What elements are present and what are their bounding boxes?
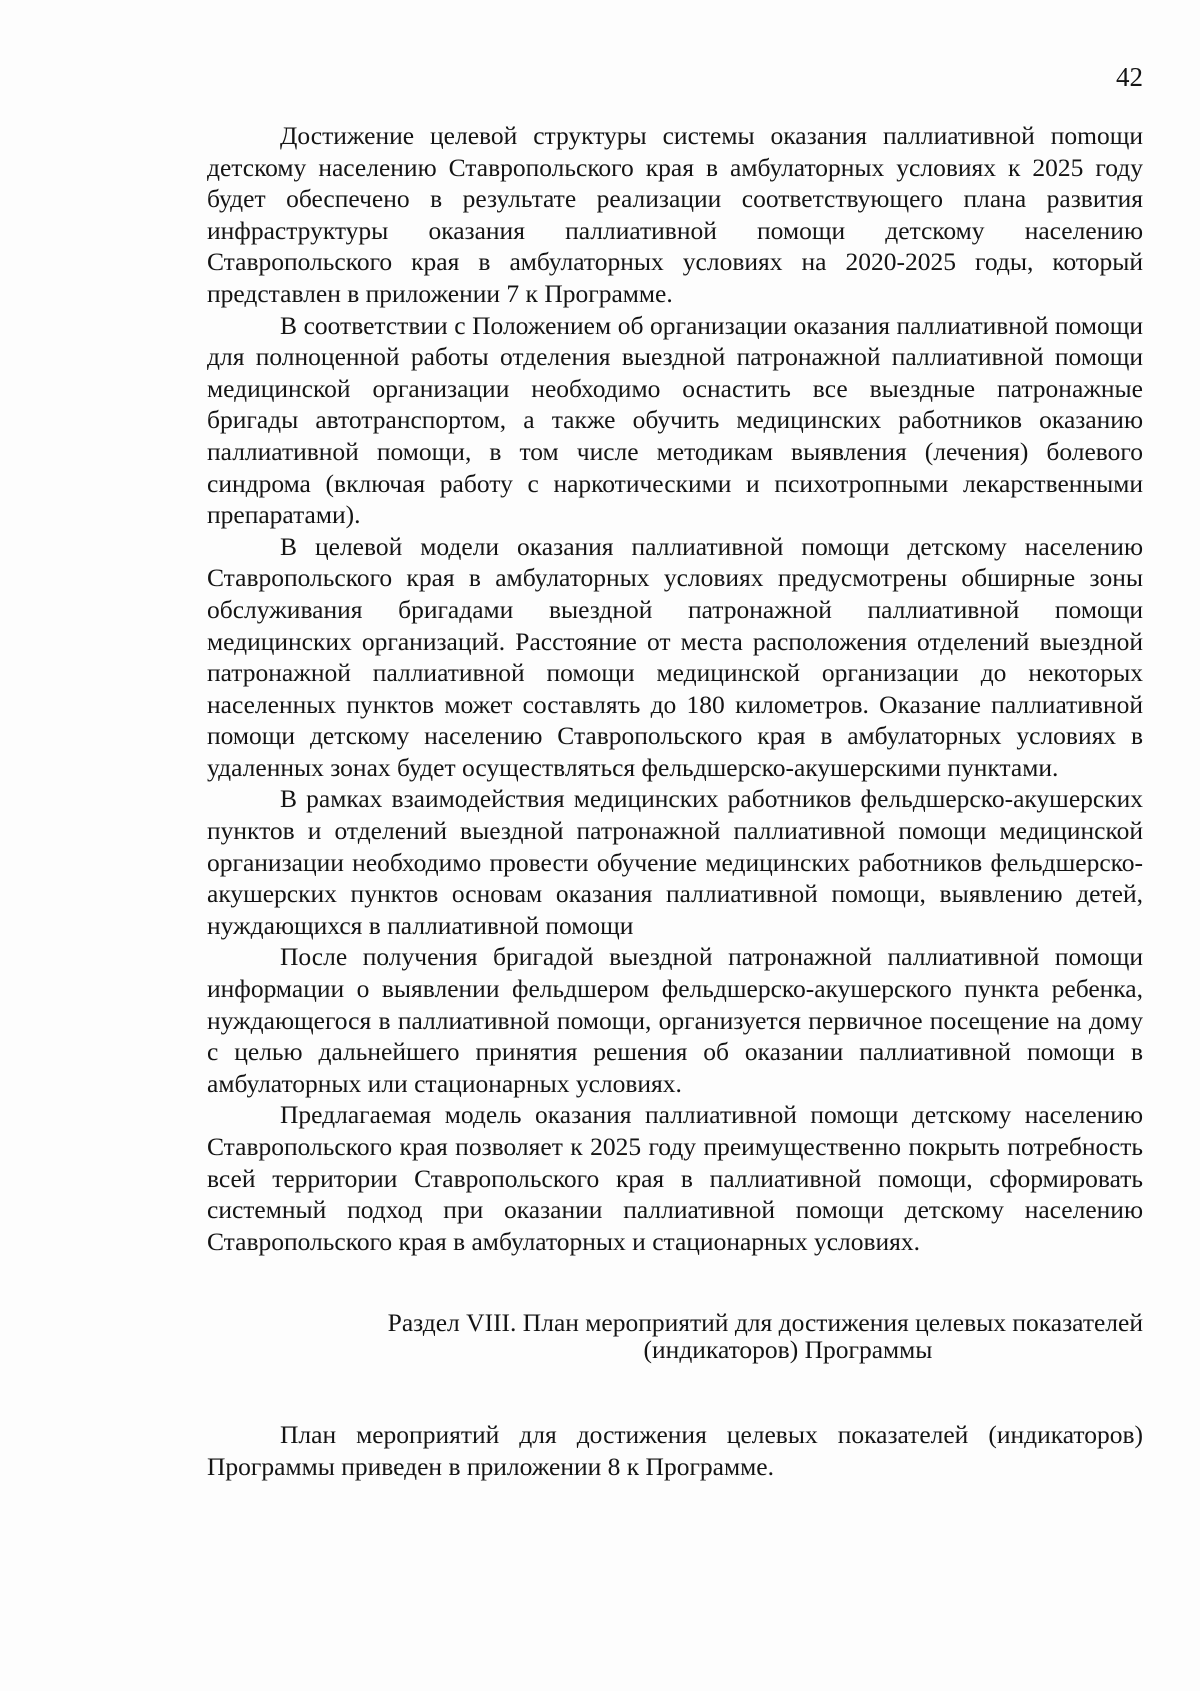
section-heading <box>207 1309 1143 1363</box>
paragraph-4: В рамках взаимодействия медицинских работников фельдшерско-акушерских пунктов и отделений выездной патронажной паллиативной помощи медицинской организации необходимо провести обучение медицинских работников фельдшерско-акушерских пунктов основам оказания паллиативной помощи, выявлению детей, нуждающихся в паллиативной помощи <box>207 784 1143 940</box>
page-number: 42 <box>1116 62 1143 92</box>
paragraph-3: В целевой модели оказания паллиативной помощи детскому населению Ставропольского края в амбулаторных условиях предусмотрены обширные зоны обслуживания бригадами выездной патронажной паллиативной помощи медицинских организаций. Расстояние от места расположения отделений выездной патронажной паллиативной помощи медицинской организации до некоторых населенных пунктов может составлять до 180 километров. Оказание паллиативной помощи детскому населению Ставропольского края в амбулаторных условиях в удаленных зонах будет осуществляться фельдшерско-акушерскими пунктами. <box>207 531 1143 782</box>
paragraph-5: После получения бригадой выездной патронажной паллиативной помощи информации о выявлении фельдшером фельдшерско-акушерского пункта ребенка, нуждающегося в паллиативной помощи, организуется первичное посещение на дому с целью дальнейшего принятия решения об оказании паллиативной помощи в амбулаторных или стационарных условиях. <box>207 942 1143 1098</box>
section-heading-line-2: (индикаторов) Программы <box>643 1335 933 1365</box>
section-body-paragraph: План мероприятий для достижения целевых показателей (индикаторов) Программы приведен в приложении 8 к Программе. <box>207 1420 1143 1481</box>
paragraph-6: Предлагаемая модель оказания паллиативной помощи детскому населению Ставропольского края позволяет к 2025 году преимущественно покрыть потребность всей территории Ставропольского края в паллиативной помощи, сформировать системный подход при оказании паллиативной помощи детскому населению Ставропольского края в амбулаторных и стационарных условиях. <box>207 1100 1143 1256</box>
paragraph-2: В соответствии с Положением об организации оказания паллиативной помощи для полноценной работы отделения выездной патронажной паллиативной помощи медицинской организации необходимо оснастить все выездные патронажные бригады автотранспортом, а также обучить медицинских работников оказанию паллиативной помощи, в том числе методикам выявления (лечения) болевого синдрома (включая работу с наркотическими и психотропными лекарственными препаратами). <box>207 310 1143 530</box>
paragraph-1: Достижение целевой структуры системы оказания паллиативной поmощи детскому населению Ставропольского края в амбулаторных условиях к 2025 году будет обеспечено в результате реализации соответствующего плана развития инфраструктуры оказания паллиативной помощи детскому населению Ставропольского края в амбулаторных условиях на 2020-2025 годы, который представлен в приложении 7 к Программе. <box>207 121 1143 308</box>
section-heading-line-1: Раздел VIII. План мероприятий для достижения целевых показателей <box>387 1308 1143 1338</box>
document-body <box>207 120 1143 1483</box>
